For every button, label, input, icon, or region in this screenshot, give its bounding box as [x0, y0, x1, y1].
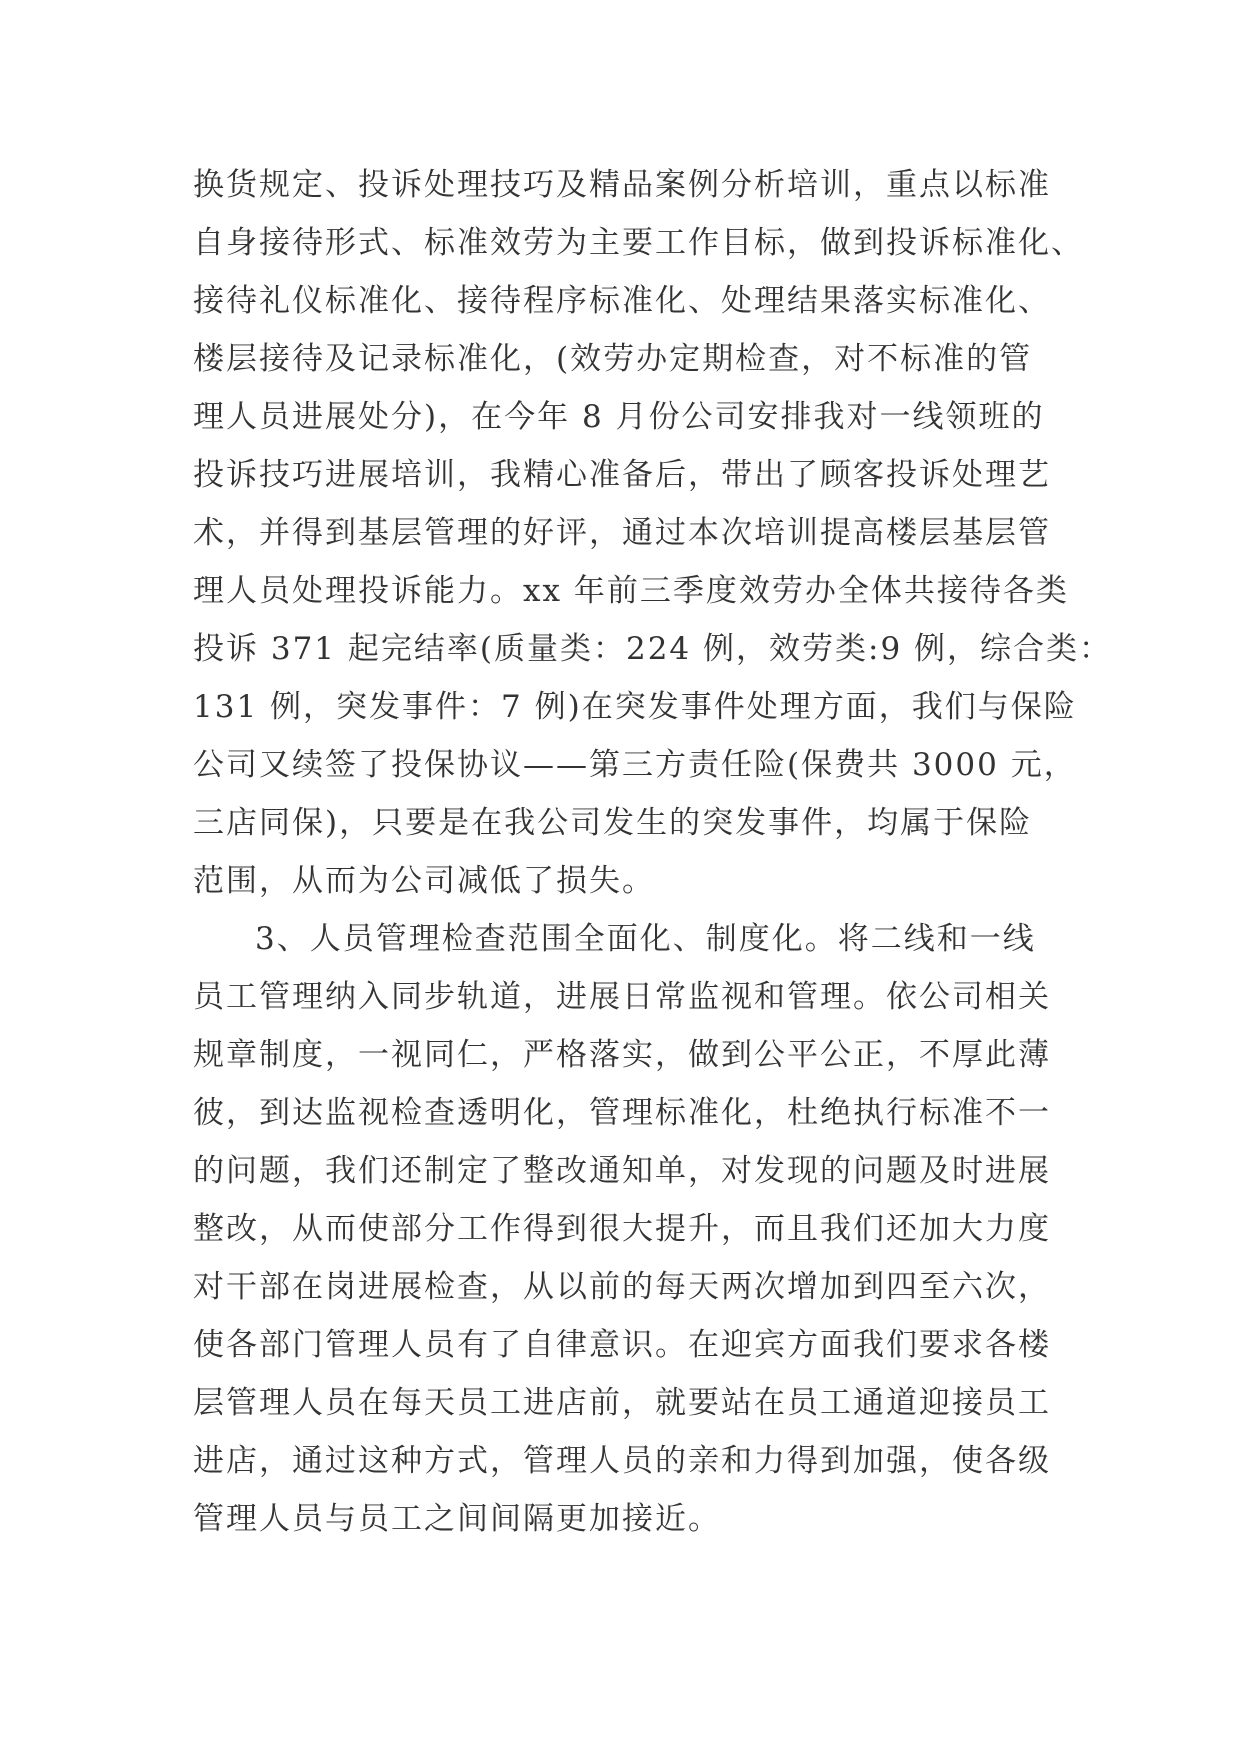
text-line: 使各部门管理人员有了自律意识。在迎宾方面我们要求各楼 — [193, 1327, 1051, 1363]
text-line: 层管理人员在每天员工进店前，就要站在员工通道迎接员工 — [193, 1385, 1051, 1421]
text-line: 自身接待形式、标准效劳为主要工作目标，做到投诉标准化、 — [193, 225, 1084, 261]
document-body — [193, 156, 1113, 1548]
text-line: 投诉 371 起完结率(质量类：224 例，效劳类:9 例，综合类： — [193, 631, 1113, 667]
text-line: 范围，从而为公司减低了损失。 — [193, 863, 655, 899]
text-line: 理人员处理投诉能力。xx 年前三季度效劳办全体共接待各类 — [193, 573, 1069, 609]
text-line: 公司又续签了投保协议——第三方责任险(保费共 3000 元， — [193, 747, 1077, 783]
text-line: 理人员进展处分)，在今年 8 月份公司安排我对一线领班的 — [193, 399, 1045, 435]
text-line: 三店同保)，只要是在我公司发生的突发事件，均属于保险 — [193, 805, 1033, 841]
text-line: 彼，到达监视检查透明化，管理标准化，杜绝执行标准不一 — [193, 1095, 1051, 1131]
paragraph-1 — [193, 156, 1113, 910]
text-line: 整改，从而使部分工作得到很大提升，而且我们还加大力度 — [193, 1211, 1051, 1247]
paragraph-2 — [193, 910, 1083, 1548]
text-line: 接待礼仪标准化、接待程序标准化、处理结果落实标准化、 — [193, 283, 1051, 319]
text-line: 对干部在岗进展检查，从以前的每天两次增加到四至六次， — [193, 1269, 1051, 1305]
text-line: 换货规定、投诉处理技巧及精品案例分析培训，重点以标准 — [193, 167, 1051, 203]
text-line: 的问题，我们还制定了整改通知单，对发现的问题及时进展 — [193, 1153, 1051, 1189]
text-line: 术，并得到基层管理的好评，通过本次培训提高楼层基层管 — [193, 515, 1051, 551]
text-line: 管理人员与员工之间间隔更加接近。 — [193, 1501, 721, 1537]
text-line: 131 例，突发事件：7 例)在突发事件处理方面，我们与保险 — [193, 689, 1077, 725]
text-line: 规章制度，一视同仁，严格落实，做到公平公正，不厚此薄 — [193, 1037, 1051, 1073]
text-line: 进店，通过这种方式，管理人员的亲和力得到加强，使各级 — [193, 1443, 1051, 1479]
text-line: 3、人员管理检查范围全面化、制度化。将二线和一线 — [255, 921, 1036, 957]
text-line: 楼层接待及记录标准化，(效劳办定期检查，对不标准的管 — [193, 341, 1033, 377]
text-line: 投诉技巧进展培训，我精心准备后，带出了顾客投诉处理艺 — [193, 457, 1051, 493]
text-line: 员工管理纳入同步轨道，进展日常监视和管理。依公司相关 — [193, 979, 1051, 1015]
